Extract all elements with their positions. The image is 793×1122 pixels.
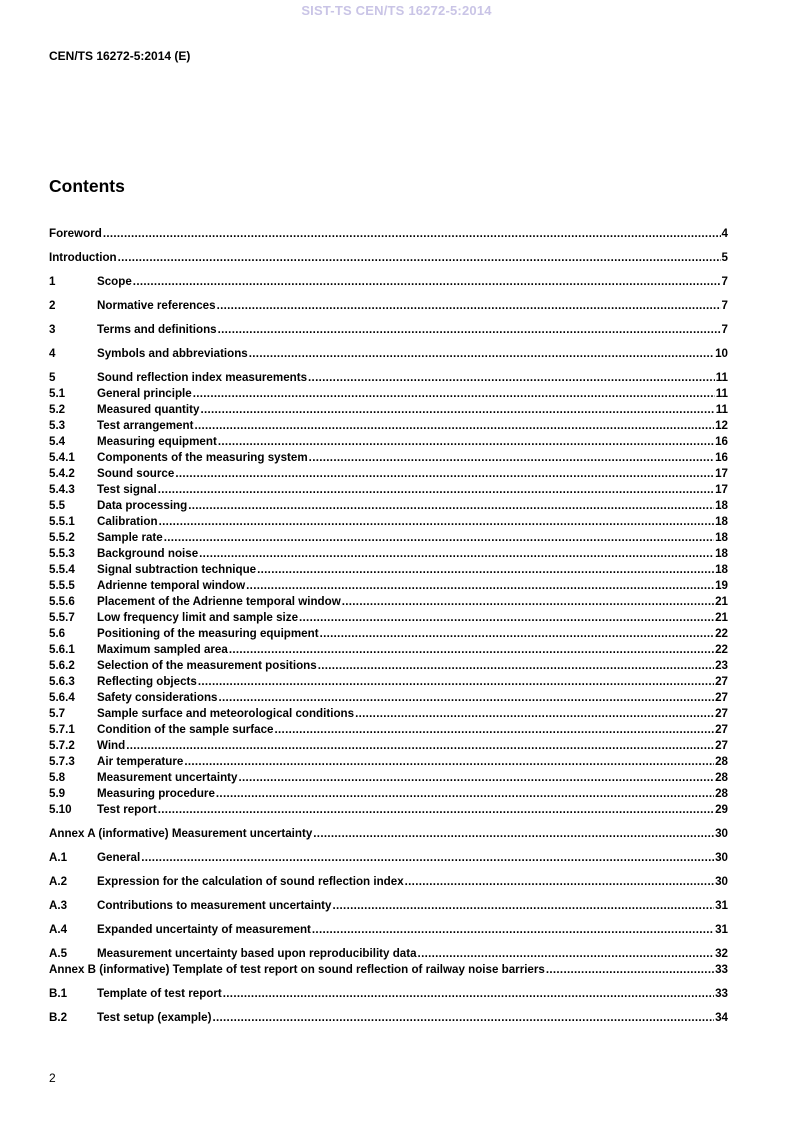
toc-entry-page: 11 bbox=[715, 387, 728, 400]
toc-dot-leader bbox=[249, 346, 714, 362]
toc-entry-number: 5.5.4 bbox=[49, 563, 75, 576]
toc-entry-title: Measuring equipment bbox=[97, 435, 217, 448]
toc-entry-title: Annex A (informative) Measurement uncertainty bbox=[49, 827, 313, 840]
toc-entry-title: Sound reflection index measurements bbox=[97, 371, 308, 384]
toc-entry-title: Test signal bbox=[97, 483, 157, 496]
toc-dot-leader bbox=[223, 986, 714, 1002]
toc-dot-leader bbox=[238, 770, 714, 786]
toc-entry[interactable] bbox=[49, 986, 728, 1002]
toc-dot-leader bbox=[184, 754, 714, 770]
toc-dot-leader bbox=[342, 594, 714, 610]
toc-dot-leader bbox=[313, 826, 714, 842]
toc-entry-title: Test report bbox=[97, 803, 157, 816]
toc-entry-number: 2 bbox=[49, 299, 56, 312]
toc-dot-leader bbox=[158, 482, 714, 498]
toc-entry-page: 27 bbox=[715, 675, 728, 688]
page-number: 2 bbox=[49, 1071, 56, 1085]
toc-entry[interactable] bbox=[49, 946, 728, 962]
toc-entry-title: Selection of the measurement positions bbox=[97, 659, 317, 672]
toc-entry-title: Contributions to measurement uncertainty bbox=[97, 899, 332, 912]
toc-entry-page: 31 bbox=[715, 923, 728, 936]
toc-entry-page: 10 bbox=[715, 347, 728, 360]
toc-entry[interactable] bbox=[49, 642, 728, 658]
toc-entry-title: Expanded uncertainty of measurement bbox=[97, 923, 311, 936]
toc-dot-leader bbox=[308, 370, 715, 386]
toc-entry[interactable] bbox=[49, 434, 728, 450]
toc-entry-title: General bbox=[97, 851, 141, 864]
toc-entry-number: A.4 bbox=[49, 923, 68, 936]
toc-entry-title: Measurement uncertainty based upon reproducibility data bbox=[97, 947, 417, 960]
toc-entry-page: 28 bbox=[715, 755, 728, 768]
toc-dot-leader bbox=[141, 850, 714, 866]
toc-entry[interactable] bbox=[49, 1010, 728, 1026]
watermark: SIST-TS CEN/TS 16272-5:2014 bbox=[301, 3, 492, 18]
toc-entry-number: B.2 bbox=[49, 1011, 68, 1024]
toc-entry-page: 17 bbox=[715, 467, 728, 480]
toc-entry-number: 5.3 bbox=[49, 419, 66, 432]
toc-entry-page: 22 bbox=[715, 627, 728, 640]
toc-entry[interactable] bbox=[49, 690, 728, 706]
toc-entry-number: 5 bbox=[49, 371, 56, 384]
toc-dot-leader bbox=[175, 466, 714, 482]
toc-dot-leader bbox=[103, 226, 721, 242]
toc-entry-number: 5.7 bbox=[49, 707, 66, 720]
toc-entry-number: 5.6.3 bbox=[49, 675, 75, 688]
toc-entry-page: 19 bbox=[715, 579, 728, 592]
toc-entry-number: 5.5.5 bbox=[49, 579, 75, 592]
toc-entry-number: 5.6.2 bbox=[49, 659, 75, 672]
toc-entry-number: 5.8 bbox=[49, 771, 66, 784]
toc-dot-leader bbox=[229, 642, 714, 658]
toc-entry-page: 5 bbox=[721, 251, 728, 264]
toc-entry-page: 7 bbox=[721, 299, 728, 312]
toc-entry[interactable] bbox=[49, 962, 728, 978]
toc-dot-leader bbox=[200, 402, 714, 418]
toc-entry-page: 23 bbox=[715, 659, 728, 672]
toc-entry-number: 5.10 bbox=[49, 803, 72, 816]
toc-entry-page: 11 bbox=[715, 403, 728, 416]
toc-dot-leader bbox=[133, 274, 721, 290]
toc-dot-leader bbox=[275, 722, 715, 738]
toc-entry[interactable] bbox=[49, 418, 728, 434]
toc-entry-number: 5.1 bbox=[49, 387, 66, 400]
toc-entry-title: Low frequency limit and sample size bbox=[97, 611, 299, 624]
toc-dot-leader bbox=[118, 250, 721, 266]
toc-dot-leader bbox=[188, 498, 714, 514]
toc-entry-number: A.1 bbox=[49, 851, 68, 864]
toc-entry-page: 18 bbox=[715, 531, 728, 544]
toc-entry[interactable] bbox=[49, 346, 728, 362]
toc-entry-page: 18 bbox=[715, 547, 728, 560]
toc-entry-title: Measured quantity bbox=[97, 403, 200, 416]
toc-entry-page: 11 bbox=[715, 371, 728, 384]
toc-entry-title: Components of the measuring system bbox=[97, 451, 308, 464]
toc-entry-number: 5.5 bbox=[49, 499, 66, 512]
toc-entry-number: 5.6.4 bbox=[49, 691, 75, 704]
toc-entry-page: 22 bbox=[715, 643, 728, 656]
toc-entry-title: Sample rate bbox=[97, 531, 163, 544]
toc-entry-number: 4 bbox=[49, 347, 56, 360]
toc-entry[interactable] bbox=[49, 610, 728, 626]
toc-entry-page: 30 bbox=[715, 851, 728, 864]
toc-dot-leader bbox=[309, 450, 714, 466]
toc-entry[interactable] bbox=[49, 482, 728, 498]
toc-entry[interactable] bbox=[49, 626, 728, 642]
toc-entry-page: 34 bbox=[715, 1011, 728, 1024]
toc-entry-title: Reflecting objects bbox=[97, 675, 197, 688]
toc-entry-title: Test arrangement bbox=[97, 419, 194, 432]
toc-entry-title: Signal subtraction technique bbox=[97, 563, 257, 576]
toc-entry[interactable] bbox=[49, 386, 728, 402]
toc-entry-page: 4 bbox=[721, 227, 728, 240]
toc-entry-number: 5.9 bbox=[49, 787, 66, 800]
toc-entry-title: Symbols and abbreviations bbox=[97, 347, 248, 360]
toc-entry[interactable] bbox=[49, 578, 728, 594]
toc-entry-page: 33 bbox=[715, 963, 728, 976]
toc-entry-page: 29 bbox=[715, 803, 728, 816]
toc-entry-title: Data processing bbox=[97, 499, 188, 512]
toc-dot-leader bbox=[164, 530, 714, 546]
toc-dot-leader bbox=[198, 674, 714, 690]
toc-entry-page: 7 bbox=[721, 323, 728, 336]
toc-dot-leader bbox=[299, 610, 714, 626]
toc-entry-title: Condition of the sample surface bbox=[97, 723, 274, 736]
toc-entry-page: 27 bbox=[715, 739, 728, 752]
toc-entry-title: Sample surface and meteorological conditions bbox=[97, 707, 355, 720]
toc-entry-number: A.2 bbox=[49, 875, 68, 888]
toc-entry-page: 28 bbox=[715, 771, 728, 784]
toc-entry-number: 5.4.1 bbox=[49, 451, 75, 464]
toc-entry-title: Expression for the calculation of sound reflection index bbox=[97, 875, 404, 888]
toc-entry-title: Background noise bbox=[97, 547, 199, 560]
toc-entry-number: 5.4.3 bbox=[49, 483, 75, 496]
toc-entry-page: 12 bbox=[715, 419, 728, 432]
toc-dot-leader bbox=[312, 922, 714, 938]
toc-dot-leader bbox=[193, 386, 715, 402]
toc-entry-page: 21 bbox=[715, 595, 728, 608]
table-of-contents bbox=[49, 226, 728, 1026]
toc-entry[interactable] bbox=[49, 922, 728, 938]
toc-entry[interactable] bbox=[49, 402, 728, 418]
toc-entry[interactable] bbox=[49, 298, 728, 314]
toc-entry[interactable] bbox=[49, 770, 728, 786]
toc-entry-number: 5.5.7 bbox=[49, 611, 75, 624]
toc-dot-leader bbox=[546, 962, 714, 978]
toc-entry-page: 31 bbox=[715, 899, 728, 912]
toc-dot-leader bbox=[257, 562, 714, 578]
toc-dot-leader bbox=[218, 322, 721, 338]
toc-entry-title: Normative references bbox=[97, 299, 216, 312]
toc-entry[interactable] bbox=[49, 562, 728, 578]
toc-dot-leader bbox=[246, 578, 714, 594]
toc-entry-number: B.1 bbox=[49, 987, 68, 1000]
contents-heading: Contents bbox=[49, 176, 125, 196]
toc-entry-number: 5.7.3 bbox=[49, 755, 75, 768]
toc-entry-title: Template of test report bbox=[97, 987, 222, 1000]
toc-dot-leader bbox=[405, 874, 714, 890]
toc-entry-page: 16 bbox=[715, 435, 728, 448]
toc-entry-page: 18 bbox=[715, 563, 728, 576]
toc-entry-page: 30 bbox=[715, 827, 728, 840]
toc-entry[interactable] bbox=[49, 658, 728, 674]
toc-entry-title: General principle bbox=[97, 387, 192, 400]
toc-entry-number: A.3 bbox=[49, 899, 68, 912]
toc-entry[interactable] bbox=[49, 370, 728, 386]
toc-entry[interactable] bbox=[49, 514, 728, 530]
toc-entry-title: Test setup (example) bbox=[97, 1011, 212, 1024]
toc-entry-page: 21 bbox=[715, 611, 728, 624]
toc-dot-leader bbox=[199, 546, 714, 562]
toc-entry-number: 5.5.1 bbox=[49, 515, 75, 528]
toc-entry-page: 16 bbox=[715, 451, 728, 464]
toc-dot-leader bbox=[218, 690, 714, 706]
toc-dot-leader bbox=[216, 786, 714, 802]
toc-entry-number: 5.4 bbox=[49, 435, 66, 448]
toc-entry-page: 18 bbox=[715, 499, 728, 512]
toc-dot-leader bbox=[158, 802, 714, 818]
toc-entry-number: 1 bbox=[49, 275, 56, 288]
document-id: CEN/TS 16272-5:2014 (E) bbox=[49, 49, 191, 63]
toc-entry[interactable] bbox=[49, 322, 728, 338]
toc-dot-leader bbox=[355, 706, 714, 722]
toc-dot-leader bbox=[332, 898, 714, 914]
toc-entry[interactable] bbox=[49, 674, 728, 690]
toc-entry-number: 3 bbox=[49, 323, 56, 336]
toc-dot-leader bbox=[318, 658, 714, 674]
toc-entry-title: Calibration bbox=[97, 515, 158, 528]
toc-entry-title: Terms and definitions bbox=[97, 323, 217, 336]
toc-entry[interactable] bbox=[49, 874, 728, 890]
toc-entry-title: Measurement uncertainty bbox=[97, 771, 238, 784]
toc-entry[interactable] bbox=[49, 498, 728, 514]
toc-entry[interactable] bbox=[49, 802, 728, 818]
toc-entry[interactable] bbox=[49, 546, 728, 562]
toc-entry[interactable] bbox=[49, 898, 728, 914]
toc-entry-page: 7 bbox=[721, 275, 728, 288]
toc-entry-page: 18 bbox=[715, 515, 728, 528]
toc-entry-title: Adrienne temporal window bbox=[97, 579, 246, 592]
toc-entry[interactable] bbox=[49, 706, 728, 722]
toc-entry-title: Placement of the Adrienne temporal window bbox=[97, 595, 341, 608]
toc-entry[interactable] bbox=[49, 826, 728, 842]
toc-entry-page: 33 bbox=[715, 987, 728, 1000]
toc-entry-page: 17 bbox=[715, 483, 728, 496]
toc-dot-leader bbox=[218, 434, 714, 450]
toc-entry[interactable] bbox=[49, 786, 728, 802]
toc-entry-title: Measuring procedure bbox=[97, 787, 215, 800]
toc-entry[interactable] bbox=[49, 450, 728, 466]
toc-entry-title: Maximum sampled area bbox=[97, 643, 228, 656]
toc-entry-number: 5.7.2 bbox=[49, 739, 75, 752]
toc-entry-title: Annex B (informative) Template of test report on sound reflection of railway noise barriers bbox=[49, 963, 545, 976]
toc-dot-leader bbox=[159, 514, 715, 530]
toc-dot-leader bbox=[217, 298, 721, 314]
toc-dot-leader bbox=[320, 626, 715, 642]
toc-dot-leader bbox=[212, 1010, 714, 1026]
toc-entry-title: Safety considerations bbox=[97, 691, 218, 704]
toc-entry[interactable] bbox=[49, 754, 728, 770]
toc-entry-title: Introduction bbox=[49, 251, 117, 264]
toc-entry-title: Sound source bbox=[97, 467, 175, 480]
toc-entry[interactable] bbox=[49, 274, 728, 290]
toc-entry-page: 28 bbox=[715, 787, 728, 800]
toc-entry[interactable] bbox=[49, 250, 728, 266]
toc-entry-page: 27 bbox=[715, 723, 728, 736]
toc-entry[interactable] bbox=[49, 850, 728, 866]
toc-dot-leader bbox=[194, 418, 714, 434]
toc-entry-number: 5.5.6 bbox=[49, 595, 75, 608]
toc-entry-title: Scope bbox=[97, 275, 132, 288]
toc-entry-number: 5.4.2 bbox=[49, 467, 75, 480]
toc-entry-title: Positioning of the measuring equipment bbox=[97, 627, 319, 640]
toc-entry-number: 5.2 bbox=[49, 403, 66, 416]
toc-entry[interactable] bbox=[49, 226, 728, 242]
toc-entry-title: Wind bbox=[97, 739, 126, 752]
toc-entry-number: 5.5.3 bbox=[49, 547, 75, 560]
toc-entry[interactable] bbox=[49, 738, 728, 754]
toc-entry-page: 27 bbox=[715, 691, 728, 704]
toc-entry-number: 5.6.1 bbox=[49, 643, 75, 656]
toc-entry-number: 5.5.2 bbox=[49, 531, 75, 544]
toc-entry-number: A.5 bbox=[49, 947, 68, 960]
toc-entry-page: 30 bbox=[715, 875, 728, 888]
toc-entry-page: 27 bbox=[715, 707, 728, 720]
toc-entry-title: Foreword bbox=[49, 227, 102, 240]
toc-entry[interactable] bbox=[49, 722, 728, 738]
toc-entry-number: 5.6 bbox=[49, 627, 66, 640]
toc-entry[interactable] bbox=[49, 594, 728, 610]
toc-entry[interactable] bbox=[49, 466, 728, 482]
toc-entry-page: 32 bbox=[715, 947, 728, 960]
toc-entry-number: 5.7.1 bbox=[49, 723, 75, 736]
toc-entry-title: Air temperature bbox=[97, 755, 184, 768]
toc-dot-leader bbox=[418, 946, 715, 962]
toc-dot-leader bbox=[126, 738, 714, 754]
toc-entry[interactable] bbox=[49, 530, 728, 546]
